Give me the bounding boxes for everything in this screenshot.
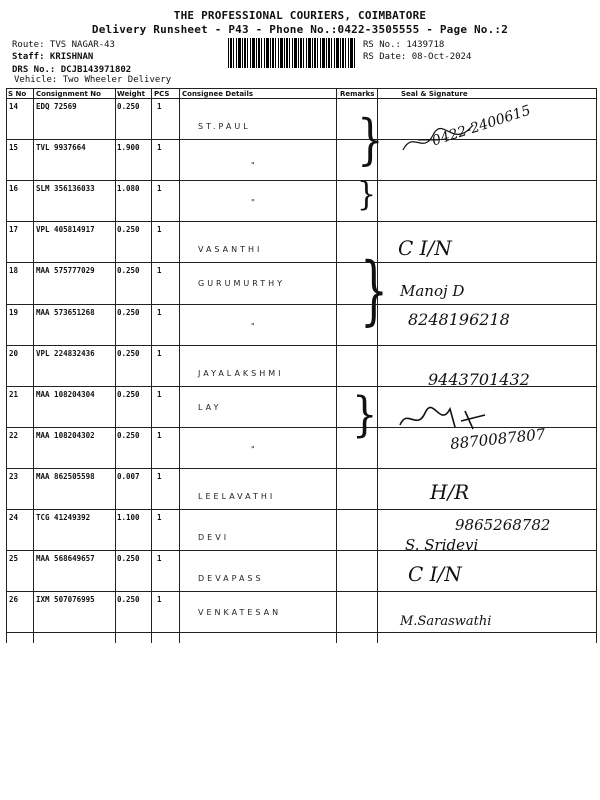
cell-consignee: JAYALAKSHMI [198, 368, 284, 378]
cell-weight: 0.250 [117, 348, 140, 358]
cell-consignment: IXM 507076995 [36, 595, 95, 605]
cell-consignment: MAA 575777029 [36, 266, 95, 276]
cell-pcs: 1 [157, 143, 162, 153]
signature-cin-25: C I/N [408, 562, 462, 586]
cell-weight: 0.250 [117, 430, 140, 440]
cell-pcs: 1 [157, 595, 162, 605]
cell-sno: 15 [9, 143, 19, 153]
cell-consignment: MAA 108204302 [36, 430, 95, 440]
cell-consignee: " [251, 444, 258, 454]
cell-sno: 20 [9, 348, 19, 358]
cell-sno: 19 [9, 307, 19, 317]
cell-consignee: LAY [198, 402, 222, 412]
cell-consignee: VENKATESAN [198, 608, 282, 618]
cell-sno: 16 [9, 184, 19, 194]
cell-pcs: 1 [157, 266, 162, 276]
runsheet-subtitle: Delivery Runsheet - P43 - Phone No.:0422-3505555 - Page No.:2 [91, 23, 509, 36]
route-label: Route: TVS NAGAR-43 [12, 40, 115, 50]
signature-phone-14: 0422-2400615 [430, 102, 533, 150]
signature-hr-23: H/R [430, 480, 470, 504]
signature-phone-19: 8248196218 [408, 310, 510, 329]
cell-consignment: MAA 862505598 [36, 471, 95, 481]
cell-consignee: VASANTHI [198, 245, 263, 255]
cell-consignment: TCG 41249392 [36, 513, 91, 522]
rs-date: RS Date: 08-Oct-2024 [363, 52, 472, 62]
cell-sno: 22 [9, 430, 19, 440]
cell-pcs: 1 [157, 184, 162, 194]
bracket-mark: } [357, 175, 377, 214]
cell-consignee: ST.PAUL [198, 122, 251, 131]
cell-pcs: 1 [157, 430, 162, 440]
cell-weight: 1.900 [117, 143, 140, 153]
cell-weight: 0.250 [117, 554, 140, 564]
cell-sno: 23 [9, 471, 19, 481]
cell-sno: 18 [9, 266, 19, 276]
cell-pcs: 1 [157, 102, 162, 111]
cell-sno: 14 [9, 102, 19, 111]
cell-consignment: MAA 108204304 [36, 389, 95, 399]
cell-consignee: LEELAVATHI [198, 491, 276, 501]
cell-weight: 1.080 [117, 184, 140, 194]
cell-consignment: EDQ 72569 [36, 102, 77, 111]
column-header-weight: Weight [117, 90, 145, 98]
cell-sno: 17 [9, 225, 19, 235]
column-header-consignee: Consignee Details [182, 90, 254, 98]
rs-number: RS No.: 1439718 [363, 40, 445, 50]
cell-consignee: DEVAPASS [198, 574, 264, 584]
signature-phone-22: 8870087807 [449, 425, 547, 453]
cell-pcs: 1 [157, 471, 162, 481]
signature-name-26: M.Saraswathi [400, 614, 492, 629]
column-header-remarks: Remarks [340, 90, 375, 98]
cell-pcs: 1 [157, 225, 162, 235]
signature-scribble-icon [395, 403, 495, 433]
drs-number: DRS No.: DCJB143971802 [12, 65, 132, 75]
signature-phone-20: 9443701432 [428, 370, 530, 389]
cell-pcs: 1 [157, 554, 162, 564]
signature-name-18: Manoj D [400, 282, 465, 300]
cell-consignee: " [251, 198, 258, 208]
signature-phone-24: 9865268782 [455, 516, 551, 534]
cell-weight: 0.007 [117, 471, 140, 481]
cell-consignee: " [251, 321, 258, 331]
cell-pcs: 1 [157, 513, 162, 522]
cell-pcs: 1 [157, 389, 162, 399]
cell-weight: 1.100 [117, 513, 140, 522]
cell-consignment: TVL 9937664 [36, 143, 86, 153]
column-header-pcs: PCS [154, 90, 170, 98]
cell-weight: 0.250 [117, 307, 140, 317]
barcode-image [228, 38, 356, 68]
cell-consignment: MAA 568649657 [36, 554, 95, 564]
company-title: THE PROFESSIONAL COURIERS, COIMBATORE [173, 9, 427, 22]
bracket-mark: } [360, 247, 388, 335]
cell-weight: 0.250 [117, 389, 140, 399]
cell-consignment: VPL 224832436 [36, 348, 95, 358]
cell-consignment: MAA 573651268 [36, 307, 95, 317]
column-header-signature: Seal & Signature [401, 90, 468, 98]
cell-consignee: DEVI [198, 533, 230, 542]
cell-weight: 0.250 [117, 102, 140, 111]
runsheet-table [6, 88, 597, 643]
signature-cin-17: C I/N [398, 236, 452, 260]
cell-sno: 25 [9, 554, 19, 564]
vehicle-label: Vehicle: Two Wheeler Delivery [14, 75, 172, 85]
cell-weight: 0.250 [117, 266, 140, 276]
staff-label: Staff: KRISHNAN [12, 52, 94, 62]
cell-consignee: GURUMURTHY [198, 279, 285, 289]
cell-sno: 26 [9, 595, 19, 605]
cell-consignment: VPL 405814917 [36, 225, 95, 235]
cell-weight: 0.250 [117, 225, 140, 235]
column-header-consignment: Consignment No [36, 90, 101, 98]
cell-sno: 21 [9, 389, 19, 399]
bracket-mark: } [352, 387, 378, 443]
cell-sno: 24 [9, 513, 19, 522]
signature-name-24: S. Sridevi [405, 536, 479, 554]
cell-pcs: 1 [157, 307, 162, 317]
cell-consignee: " [251, 161, 258, 171]
bracket-mark: } [357, 107, 384, 172]
cell-consignment: SLM 356136033 [36, 184, 95, 194]
cell-weight: 0.250 [117, 595, 140, 605]
cell-pcs: 1 [157, 348, 162, 358]
column-header-sno: S No [8, 90, 27, 98]
